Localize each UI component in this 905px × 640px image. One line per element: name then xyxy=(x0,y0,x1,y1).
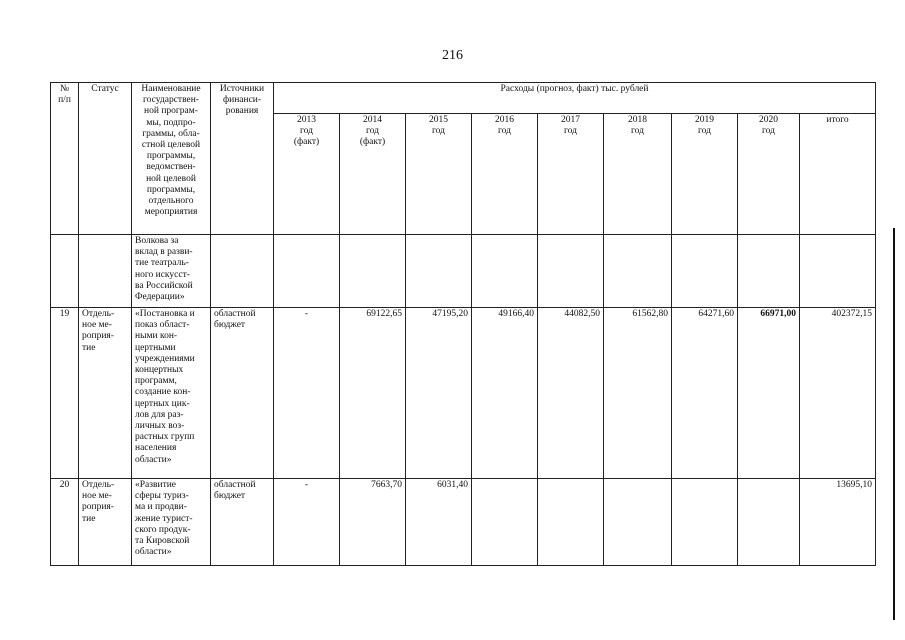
row-value-cell xyxy=(538,479,604,566)
row-value-cell xyxy=(472,308,538,479)
header-name xyxy=(132,83,211,235)
row-value-cell xyxy=(538,308,604,479)
header-year-2020 xyxy=(738,114,800,235)
row-value: 64271,60 xyxy=(698,309,734,319)
row-name-cell xyxy=(132,479,211,566)
row-value: 61562,80 xyxy=(632,309,668,319)
row-value-cell xyxy=(472,235,538,308)
row-value-cell xyxy=(604,308,672,479)
header-year-text: 2015 год xyxy=(429,115,448,137)
row-value-cell xyxy=(738,479,800,566)
row-name-cell xyxy=(132,235,211,308)
row-value-cell xyxy=(274,308,340,479)
row-value-cell xyxy=(604,235,672,308)
header-year-2016 xyxy=(472,114,538,235)
row-source-cell xyxy=(211,479,274,566)
row-value: 47195,20 xyxy=(432,309,468,319)
row-value-cell xyxy=(604,479,672,566)
row-value: 44082,50 xyxy=(564,309,600,319)
header-source xyxy=(211,83,274,235)
header-num-text: № п/п xyxy=(58,84,71,106)
row-status-cell xyxy=(79,308,132,479)
row-value-cell xyxy=(738,308,800,479)
header-year-text: 2017 год xyxy=(561,115,580,137)
header-expenses xyxy=(274,83,876,114)
row-source-cell xyxy=(211,308,274,479)
row-total: 13695,10 xyxy=(836,480,873,490)
row-source: областной бюджет xyxy=(214,480,256,502)
header-year-2019 xyxy=(672,114,738,235)
row-status-cell xyxy=(79,235,132,308)
scan-edge-line xyxy=(893,228,895,620)
row-value: 69122,65 xyxy=(366,309,402,319)
header-total-text: итого xyxy=(826,115,849,125)
header-year-2015 xyxy=(406,114,472,235)
row-value-cell xyxy=(672,235,738,308)
row-status: Отдель- ное ме- роприя- тие xyxy=(82,309,115,353)
header-name-text: Наименование государствен- ной програм- мы, подпро- граммы, обла- стной целевой программы, ведомствен- ной целевой программы, отдельного мероприятия xyxy=(141,84,201,218)
row-num: 20 xyxy=(59,480,70,490)
row-value: - xyxy=(304,309,309,319)
row-value-cell xyxy=(406,308,472,479)
header-status xyxy=(79,83,132,235)
budget-table xyxy=(50,82,876,566)
row-status-cell xyxy=(79,479,132,566)
row-value-cell xyxy=(274,235,340,308)
row-value-cell xyxy=(672,308,738,479)
row-value-cell xyxy=(340,235,406,308)
row-num-cell xyxy=(51,479,79,566)
header-year-2018 xyxy=(604,114,672,235)
row-value-cell xyxy=(340,308,406,479)
page-number: 216 xyxy=(442,48,463,63)
row-value-cell xyxy=(340,479,406,566)
row-num-cell xyxy=(51,235,79,308)
header-year-text: 2013 год (факт) xyxy=(293,115,320,148)
row-name: Волкова за вклад в разви- тие театраль- ного искусст- ва Российской Федерации» xyxy=(135,236,193,303)
header-year-text: 2019 год xyxy=(695,115,714,137)
row-num: 19 xyxy=(59,309,70,319)
header-year-text: 2016 год xyxy=(495,115,514,137)
row-num-cell xyxy=(51,308,79,479)
row-value: 7663,70 xyxy=(371,480,402,490)
row-value: 6031,40 xyxy=(437,480,468,490)
row-value-cell xyxy=(672,479,738,566)
table-row xyxy=(51,479,876,566)
row-value: 49166,40 xyxy=(498,309,534,319)
row-name-cell xyxy=(132,308,211,479)
header-total xyxy=(800,114,876,235)
row-value-cell xyxy=(472,479,538,566)
header-year-text: 2014 год (факт) xyxy=(359,115,386,148)
header-status-text: Статус xyxy=(91,84,119,94)
header-expenses-text: Расходы (прогноз, факт) тыс. рублей xyxy=(500,84,649,94)
header-year-2014 xyxy=(340,114,406,235)
header-year-text: 2018 год xyxy=(628,115,647,137)
row-value-cell xyxy=(406,235,472,308)
row-value-cell xyxy=(538,235,604,308)
table-row xyxy=(51,308,876,479)
row-total-cell xyxy=(800,479,876,566)
header-source-text: Источники финанси- рования xyxy=(219,84,265,117)
row-value-cell xyxy=(738,235,800,308)
header-year-2013 xyxy=(274,114,340,235)
row-status: Отдель- ное ме- роприя- тие xyxy=(82,480,115,524)
row-value-cell xyxy=(274,479,340,566)
row-name: «Постановка и показ област- ными кон- цертными учреждениями концертных программ, создание кон- цертных цик- лов для раз- личных воз- растных групп населения области» xyxy=(135,309,195,465)
row-total-cell xyxy=(800,235,876,308)
header-year-text: 2020 год xyxy=(759,115,778,137)
row-source-cell xyxy=(211,235,274,308)
header-num xyxy=(51,83,79,235)
header-year-2017 xyxy=(538,114,604,235)
row-name: «Развитие сферы туриз- ма и продви- жение турист- ского продук- та Кировской области» xyxy=(135,480,193,558)
row-total: 402372,15 xyxy=(831,309,873,319)
table-row xyxy=(51,235,876,308)
row-value: - xyxy=(304,480,309,490)
row-source: областной бюджет xyxy=(214,309,256,331)
row-value: 66971,00 xyxy=(760,309,796,319)
row-value-cell xyxy=(406,479,472,566)
row-total-cell xyxy=(800,308,876,479)
header-row xyxy=(51,83,876,114)
